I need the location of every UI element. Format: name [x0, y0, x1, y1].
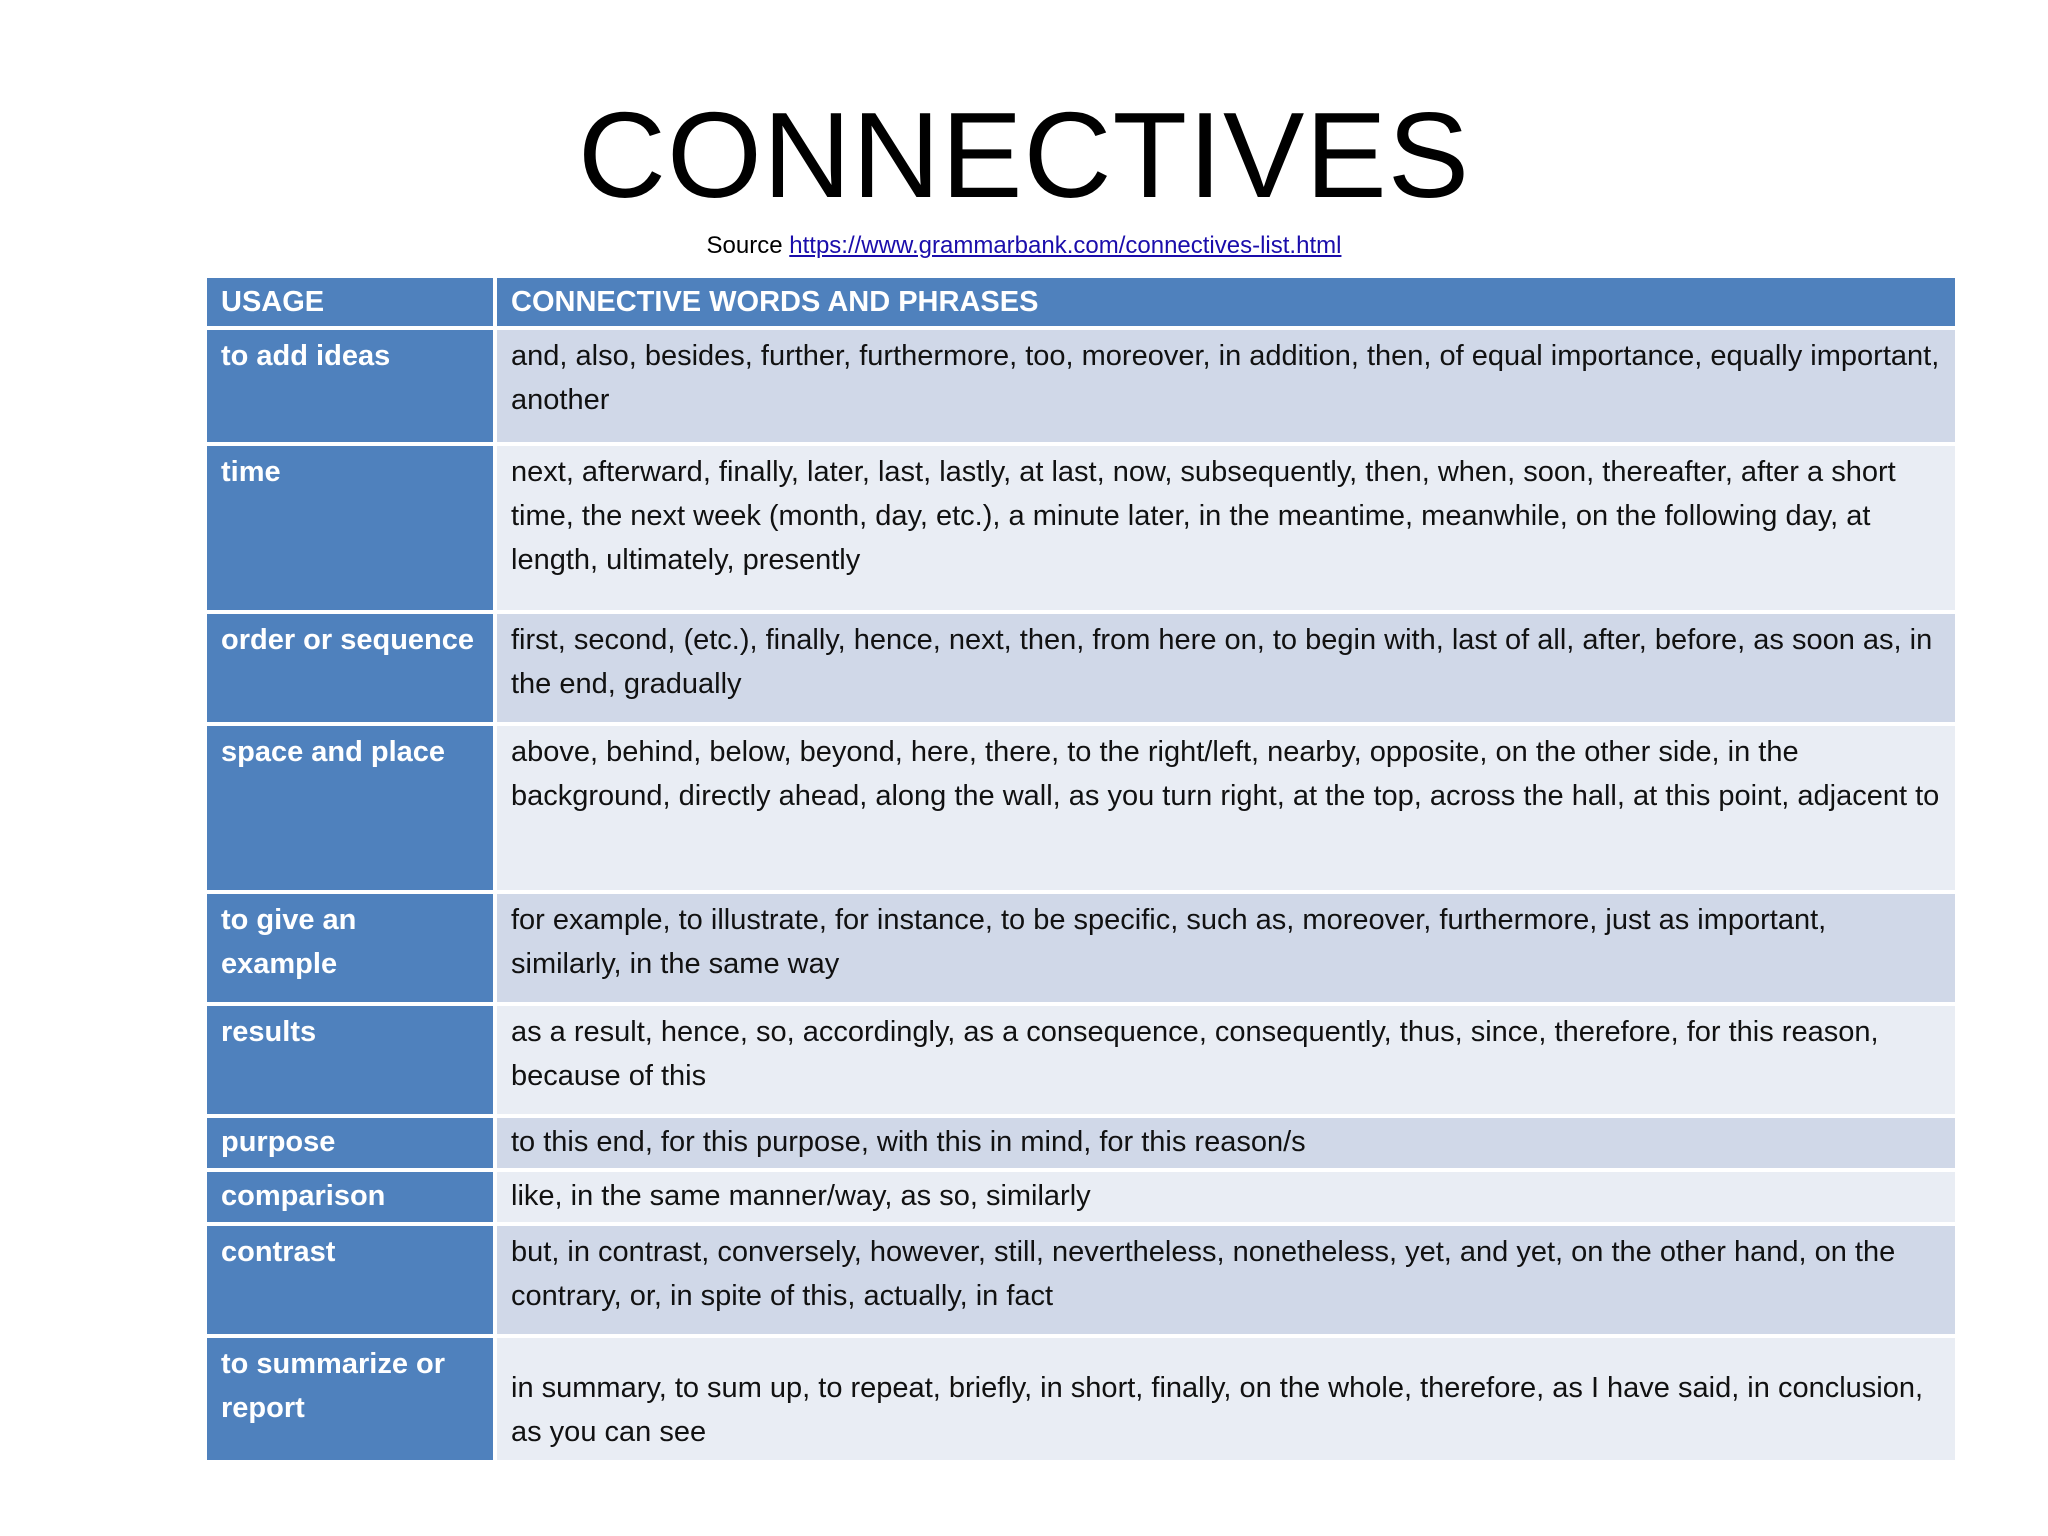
table-row [207, 894, 1955, 1002]
usage-cell: purpose [207, 1118, 493, 1168]
table-row [207, 330, 1955, 442]
connectives-cell: first, second, (etc.), finally, hence, next, then, from here on, to begin with, last of all, after, before, as soon as, in the end, gradually [497, 614, 1955, 722]
table-row [207, 446, 1955, 610]
table-header-row [207, 278, 1955, 326]
connectives-cell: and, also, besides, further, furthermore, too, moreover, in addition, then, of equal importance, equally important, another [497, 330, 1955, 442]
usage-cell: contrast [207, 1226, 493, 1334]
usage-cell: space and place [207, 726, 493, 890]
table-row [207, 1226, 1955, 1334]
connectives-cell: to this end, for this purpose, with this in mind, for this reason/s [497, 1118, 1955, 1168]
usage-cell: to summarize or report [207, 1338, 493, 1460]
usage-cell: order or sequence [207, 614, 493, 722]
table-row [207, 614, 1955, 722]
table-row [207, 1118, 1955, 1168]
page-title: CONNECTIVES [577, 87, 1471, 223]
table-row [207, 726, 1955, 890]
connectives-cell: above, behind, below, beyond, here, there, to the right/left, nearby, opposite, on the other side, in the background, directly ahead, along the wall, as you turn right, at the top, across the hall, at this point, adjacent to [497, 726, 1955, 890]
usage-cell: comparison [207, 1172, 493, 1222]
usage-cell: to add ideas [207, 330, 493, 442]
connectives-cell: for example, to illustrate, for instance, to be specific, such as, moreover, furthermore, just as important, similarly, in the same way [497, 894, 1955, 1002]
header-connectives: CONNECTIVE WORDS AND PHRASES [497, 278, 1955, 326]
connectives-table [203, 274, 1959, 1464]
connectives-cell: as a result, hence, so, accordingly, as a consequence, consequently, thus, since, therefore, for this reason, because of this [497, 1006, 1955, 1114]
usage-cell: results [207, 1006, 493, 1114]
source-label: Source [706, 232, 783, 259]
connectives-cell: like, in the same manner/way, as so, similarly [497, 1172, 1955, 1222]
connectives-cell: in summary, to sum up, to repeat, briefly, in short, finally, on the whole, therefore, as I have said, in conclusion, as you can see [497, 1338, 1955, 1460]
connectives-cell: next, afterward, finally, later, last, lastly, at last, now, subsequently, then, when, soon, thereafter, after a short time, the next week (month, day, etc.), a minute later, in the meantime, meanwhile, on the following day, at length, ultimately, presently [497, 446, 1955, 610]
table-row [207, 1338, 1955, 1460]
source-line [0, 232, 2048, 260]
source-link[interactable]: https://www.grammarbank.com/connectives-list.html [789, 232, 1342, 259]
header-usage: USAGE [207, 278, 493, 326]
table-row [207, 1006, 1955, 1114]
connectives-cell: but, in contrast, conversely, however, still, nevertheless, nonetheless, yet, and yet, on the other hand, on the contrary, or, in spite of this, actually, in fact [497, 1226, 1955, 1334]
usage-cell: time [207, 446, 493, 610]
usage-cell: to give an example [207, 894, 493, 1002]
table-row [207, 1172, 1955, 1222]
